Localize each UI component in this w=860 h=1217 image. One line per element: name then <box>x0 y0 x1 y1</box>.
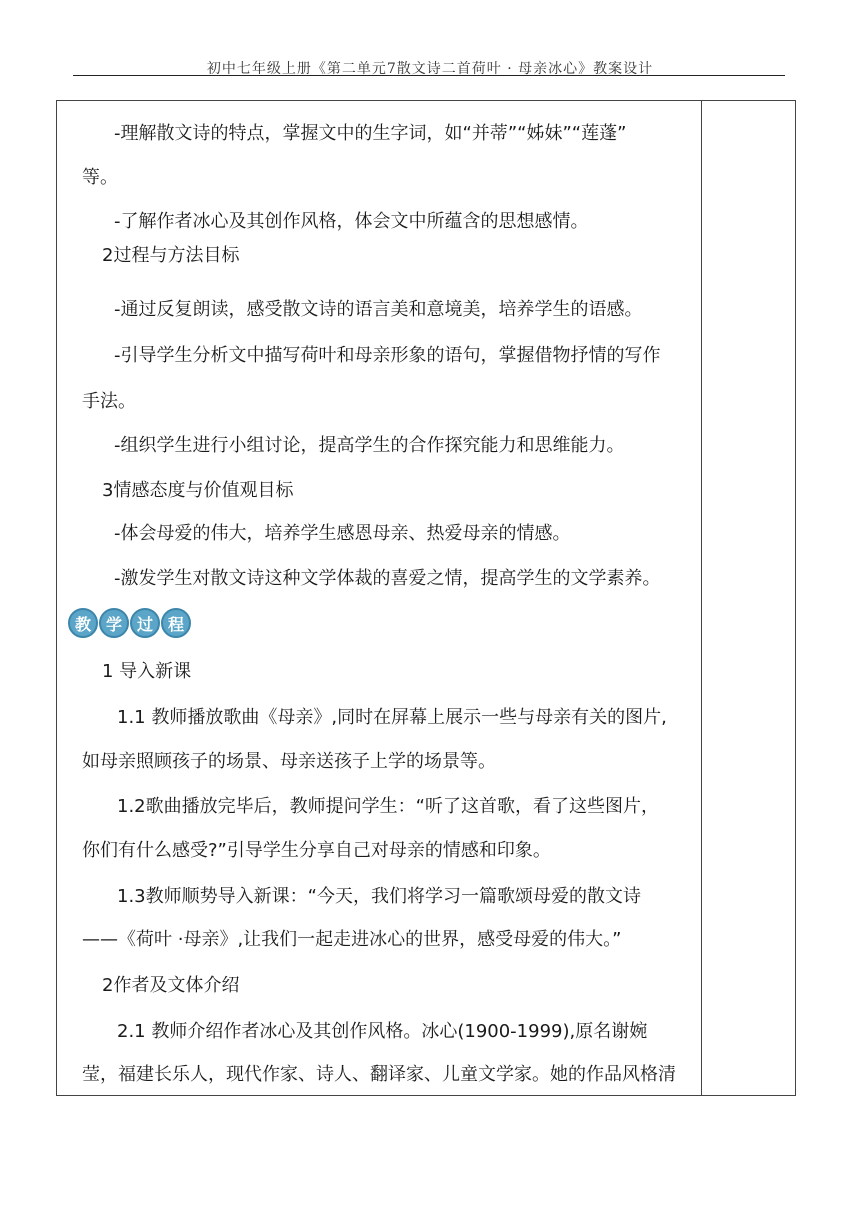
objective-paragraph: -通过反复朗读，感受散文诗的语言美和意境美，培养学生的语感。 <box>114 299 643 320</box>
process-paragraph-continuation: 莹，福建长乐人，现代作家、诗人、翻译家、儿童文学家。她的作品风格清 <box>82 1064 676 1085</box>
objective-paragraph: -激发学生对散文诗这种文学体裁的喜爱之情，提高学生的文学素养。 <box>114 568 661 589</box>
objective-paragraph: -体会母爱的伟大，培养学生感恩母亲、热爱母亲的情感。 <box>114 523 571 544</box>
objective-subheading: 2过程与方法目标 <box>102 245 240 266</box>
badge-char: 过 <box>130 608 160 638</box>
objective-paragraph: -了解作者冰心及其创作风格，体会文中所蕴含的思想感情。 <box>114 211 589 232</box>
teaching-process-badge <box>68 608 192 640</box>
badge-char: 程 <box>161 608 191 638</box>
objective-subheading: 3情感态度与价值观目标 <box>102 480 294 501</box>
badge-char: 教 <box>68 608 98 638</box>
process-paragraph: 1.2歌曲播放完毕后，教师提问学生：“听了这首歌，看了这些图片， <box>117 796 659 817</box>
process-subheading: 2作者及文体介绍 <box>102 975 240 996</box>
process-paragraph-continuation: 你们有什么感受?”引导学生分享自己对母亲的情感和印象。 <box>82 840 551 861</box>
process-paragraph: 2.1 教师介绍作者冰心及其创作风格。冰心(1900-1999),原名谢婉 <box>117 1021 648 1042</box>
document-header-title: 初中七年级上册《第二单元7散文诗二首荷叶 · 母亲冰心》教案设计 <box>206 61 654 77</box>
process-paragraph: 1.3教师顺势导入新课：“今天，我们将学习一篇歌颂母爱的散文诗 <box>117 886 641 907</box>
process-subheading: 1 导入新课 <box>102 661 192 682</box>
objective-paragraph-continuation: 手法。 <box>82 391 136 412</box>
objective-paragraph: -引导学生分析文中描写荷叶和母亲形象的语句，掌握借物抒情的写作 <box>114 345 661 366</box>
objective-paragraph-continuation: 等。 <box>82 167 118 188</box>
process-paragraph: 1.1 教师播放歌曲《母亲》,同时在屏幕上展示一些与母亲有关的图片, <box>117 707 667 728</box>
badge-char: 学 <box>99 608 129 638</box>
header-divider <box>73 75 785 76</box>
objective-paragraph: -组织学生进行小组讨论，提高学生的合作探究能力和思维能力。 <box>114 435 625 456</box>
process-paragraph-continuation: 如母亲照顾孩子的场景、母亲送孩子上学的场景等。 <box>82 751 496 772</box>
objective-paragraph: -理解散文诗的特点，掌握文中的生字词，如“并蒂”“姊妹”“莲蓬” <box>114 123 627 144</box>
process-paragraph-continuation: ——《荷叶 ·母亲》,让我们一起走进冰心的世界，感受母爱的伟大。” <box>82 929 622 950</box>
